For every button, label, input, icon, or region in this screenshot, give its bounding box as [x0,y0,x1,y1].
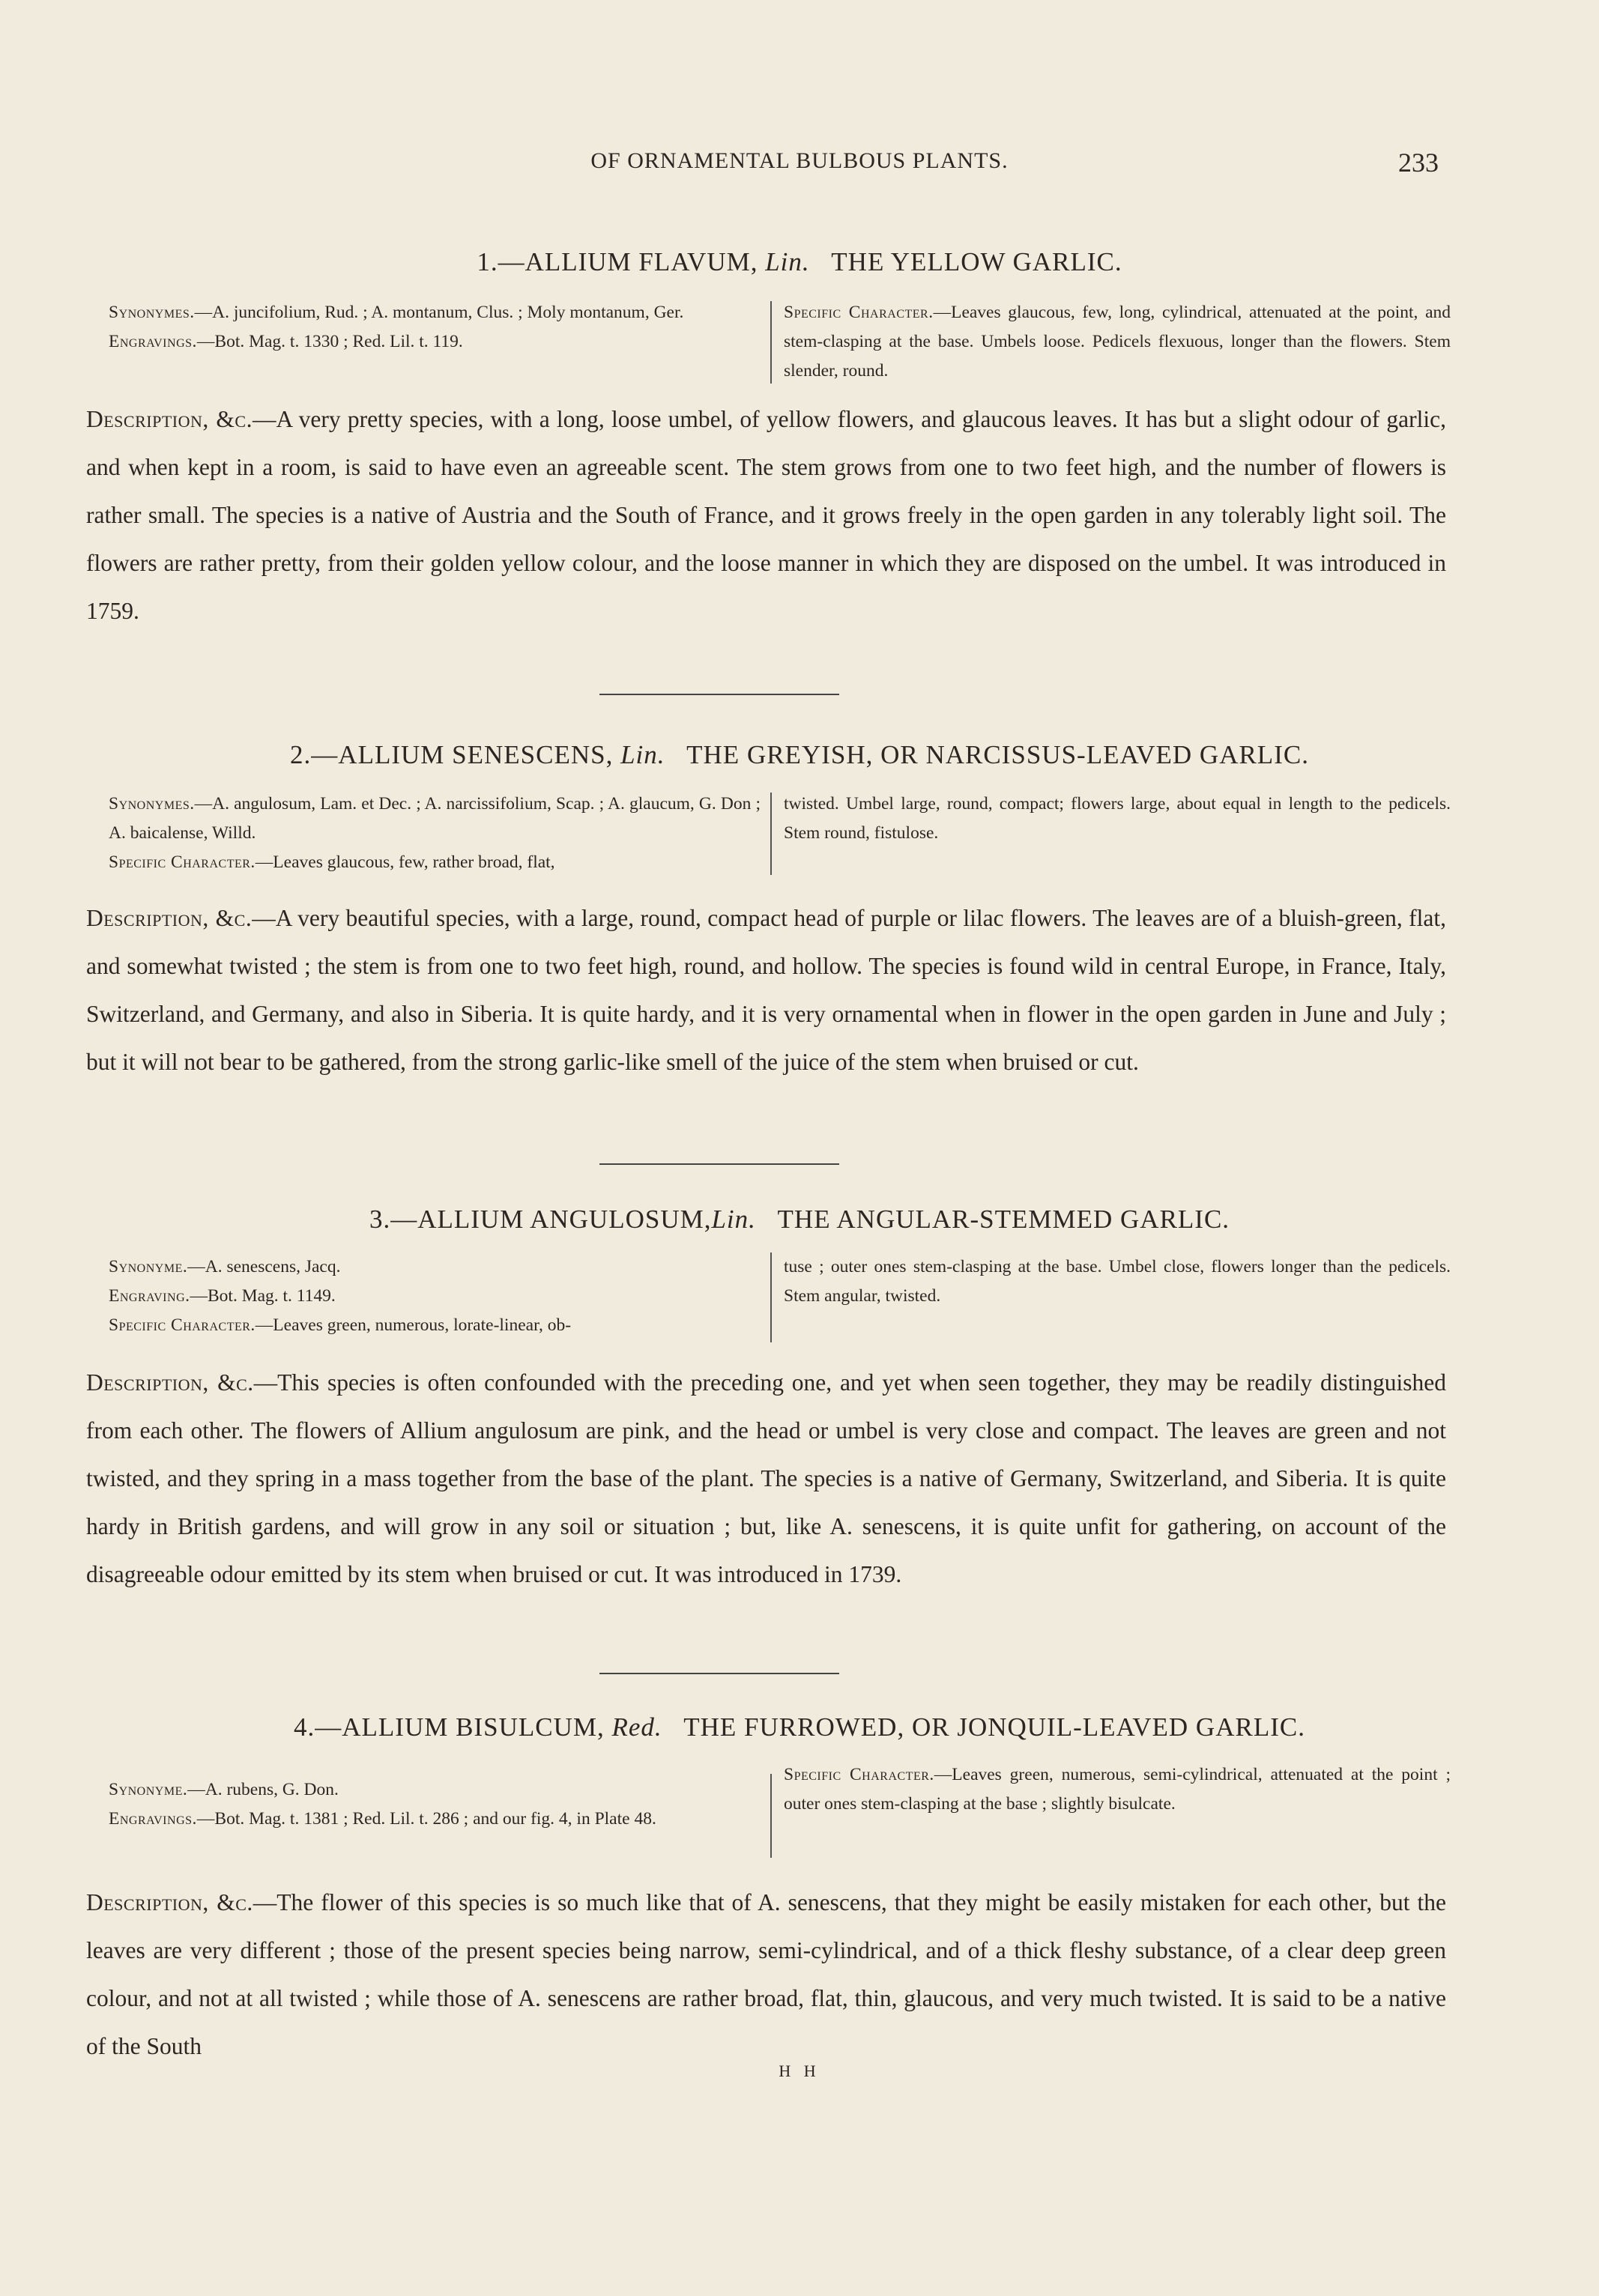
section-3-title: 3.—ALLIUM ANGULOSUM, [369,1205,712,1234]
engravings-label: Engravings. [109,332,197,351]
section-1-authority: Lin. [765,247,810,276]
section-1-title: 1.—ALLIUM FLAVUM, [477,247,758,276]
section-1-synonymes [109,298,761,357]
section-2-title: 2.—ALLIUM SENESCENS, [290,740,614,769]
synonymes-text: —A. angulosum, Lam. et Dec. ; A. narcissifolium, Scap. ; A. glaucum, G. Don ; A. baicalense, Willd. [109,794,761,843]
section-2-common-name: THE GREYISH, OR NARCISSUS-LEAVED GARLIC. [686,740,1309,769]
synonymes-label: Synonymes. [109,794,195,814]
section-3-heading [0,1205,1599,1235]
section-4-authority: Red. [611,1712,662,1742]
synonyme-text: —A. rubens, G. Don. [187,1780,339,1799]
section-4-synonymes [109,1775,761,1834]
section-4-title: 4.—ALLIUM BISULCUM, [294,1712,605,1742]
specific-character-label: Specific Character. [784,303,934,322]
engravings-text: —Bot. Mag. t. 1381 ; Red. Lil. t. 286 ; and our fig. 4, in Plate 48. [196,1809,656,1829]
specific-character-text: —Leaves green, numerous, semi-cylindrical, attenuated at the point ; outer ones stem-clasping at the base ; slightly bisulcate. [784,1765,1451,1814]
section-divider [599,1163,839,1165]
page-number: 233 [1398,148,1439,178]
section-4-heading [0,1712,1599,1742]
section-2-synonymes [109,790,761,877]
specific-character-label: Specific Character. [109,852,256,872]
section-3-authority: Lin. [711,1205,756,1234]
description-text: —A very pretty species, with a long, loose umbel, of yellow flowers, and glaucous leaves. It has but a slight odour of garlic, and when kept in a room, is said to have even an agreeable scent. The stem grows from one to two feet high, and the number of flowers is rather small. The species is a native of Austria and the South of France, and it grows freely in the open garden in any tolerably light soil. The flowers are rather pretty, from their golden yellow colour, and the loose manner in which they are disposed on the umbel. It was introduced in 1759. [86,406,1446,624]
engravings-text: —Bot. Mag. t. 1330 ; Red. Lil. t. 119. [196,332,463,351]
specific-character-text: —Leaves glaucous, few, long, cylindrical, attenuated at the point, and stem-clasping at the base. Umbels loose. Pedicels flexuous, longer than the flowers. Stem slender, round. [784,303,1451,381]
engraving-text: —Bot. Mag. t. 1149. [190,1286,336,1306]
section-4-common-name: THE FURROWED, OR JONQUIL-LEAVED GARLIC. [683,1712,1305,1742]
specific-character-text: —Leaves green, numerous, lorate-linear, ob- [255,1315,572,1335]
description-label: Description, &c. [86,905,253,931]
description-text: —This species is often confounded with the preceding one, and yet when seen together, they may be readily distinguished from each other. The flowers of Allium angulosum are pink, and the head or umbel is very close and compact. The leaves are green and not twisted, and they spring in a mass together from the base of the plant. The species is a native of Germany, Switzerland, and Siberia. It is quite hardy in British gardens, and will grow in any soil or situation ; but, like A. senescens, it is quite unfit for gathering, on account of the disagreeable odour emitted by its stem when bruised or cut. It was introduced in 1739. [86,1369,1446,1587]
section-1-specific-character [784,298,1451,386]
synonyme-text: —A. senescens, Jacq. [187,1257,341,1276]
section-1-description [86,396,1446,635]
section-3-synonymes [109,1252,761,1340]
column-divider [770,301,772,384]
running-head: OF ORNAMENTAL BULBOUS PLANTS. [590,148,1009,173]
section-divider [599,1673,839,1674]
description-text: —The flower of this species is so much like that of A. senescens, that they might be easily mistaken for each other, but the leaves are very different ; those of the present species being narrow, semi-cylindrical, and of a thick fleshy substance, of a clear deep green colour, and not at all twisted ; while those of A. senescens are rather broad, flat, thin, glaucous, and very much twisted. It is said to be a native of the South [86,1889,1447,2059]
section-1-common-name: THE YELLOW GARLIC. [831,247,1122,276]
section-4-specific-character [784,1760,1451,1819]
section-2-heading [0,740,1599,770]
section-3-common-name: THE ANGULAR-STEMMED GARLIC. [777,1205,1230,1234]
printer-signature: H H [779,2062,820,2080]
section-divider [599,694,839,695]
section-2-description [86,894,1446,1086]
engravings-label: Engravings. [109,1809,197,1829]
section-3-description [86,1359,1446,1599]
column-divider [770,1252,772,1342]
section-1-heading [0,247,1599,277]
specific-character-text: —Leaves glaucous, few, rather broad, flat, [255,852,555,872]
synonyme-label: Synonyme. [109,1257,188,1276]
column-divider [770,1774,772,1858]
section-2-specific-character [784,790,1451,848]
synonymes-label: Synonymes. [109,303,195,322]
column-divider [770,793,772,875]
description-label: Description, &c. [86,1369,254,1396]
specific-character-label: Specific Character. [784,1765,934,1784]
description-label: Description, &c. [86,406,253,432]
specific-character-label: Specific Character. [109,1315,256,1335]
specific-character-text: tuse ; outer ones stem-clasping at the base. Umbel close, flowers longer than the pedicels. Stem angular, twisted. [784,1257,1451,1306]
section-2-authority: Lin. [620,740,665,769]
description-label: Description, &c. [86,1889,253,1915]
synonymes-text: —A. juncifolium, Rud. ; A. montanum, Clus. ; Moly montanum, Ger. [194,303,684,322]
section-3-specific-character [784,1252,1451,1311]
engraving-label: Engraving. [109,1286,190,1306]
section-4-description [86,1879,1446,2071]
specific-character-text: twisted. Umbel large, round, compact; flowers large, about equal in length to the pedicels. Stem round, fistulose. [784,794,1451,843]
synonyme-label: Synonyme. [109,1780,188,1799]
description-text: —A very beautiful species, with a large, round, compact head of purple or lilac flowers. The leaves are of a bluish-green, flat, and somewhat twisted ; the stem is from one to two feet high, round, and hollow. The species is found wild in central Europe, in France, Italy, Switzerland, and Germany, and also in Siberia. It is quite hardy, and it is very ornamental when in flower in the open garden in June and July ; but it will not bear to be gathered, from the strong garlic-like smell of the juice of the stem when bruised or cut. [86,905,1447,1075]
